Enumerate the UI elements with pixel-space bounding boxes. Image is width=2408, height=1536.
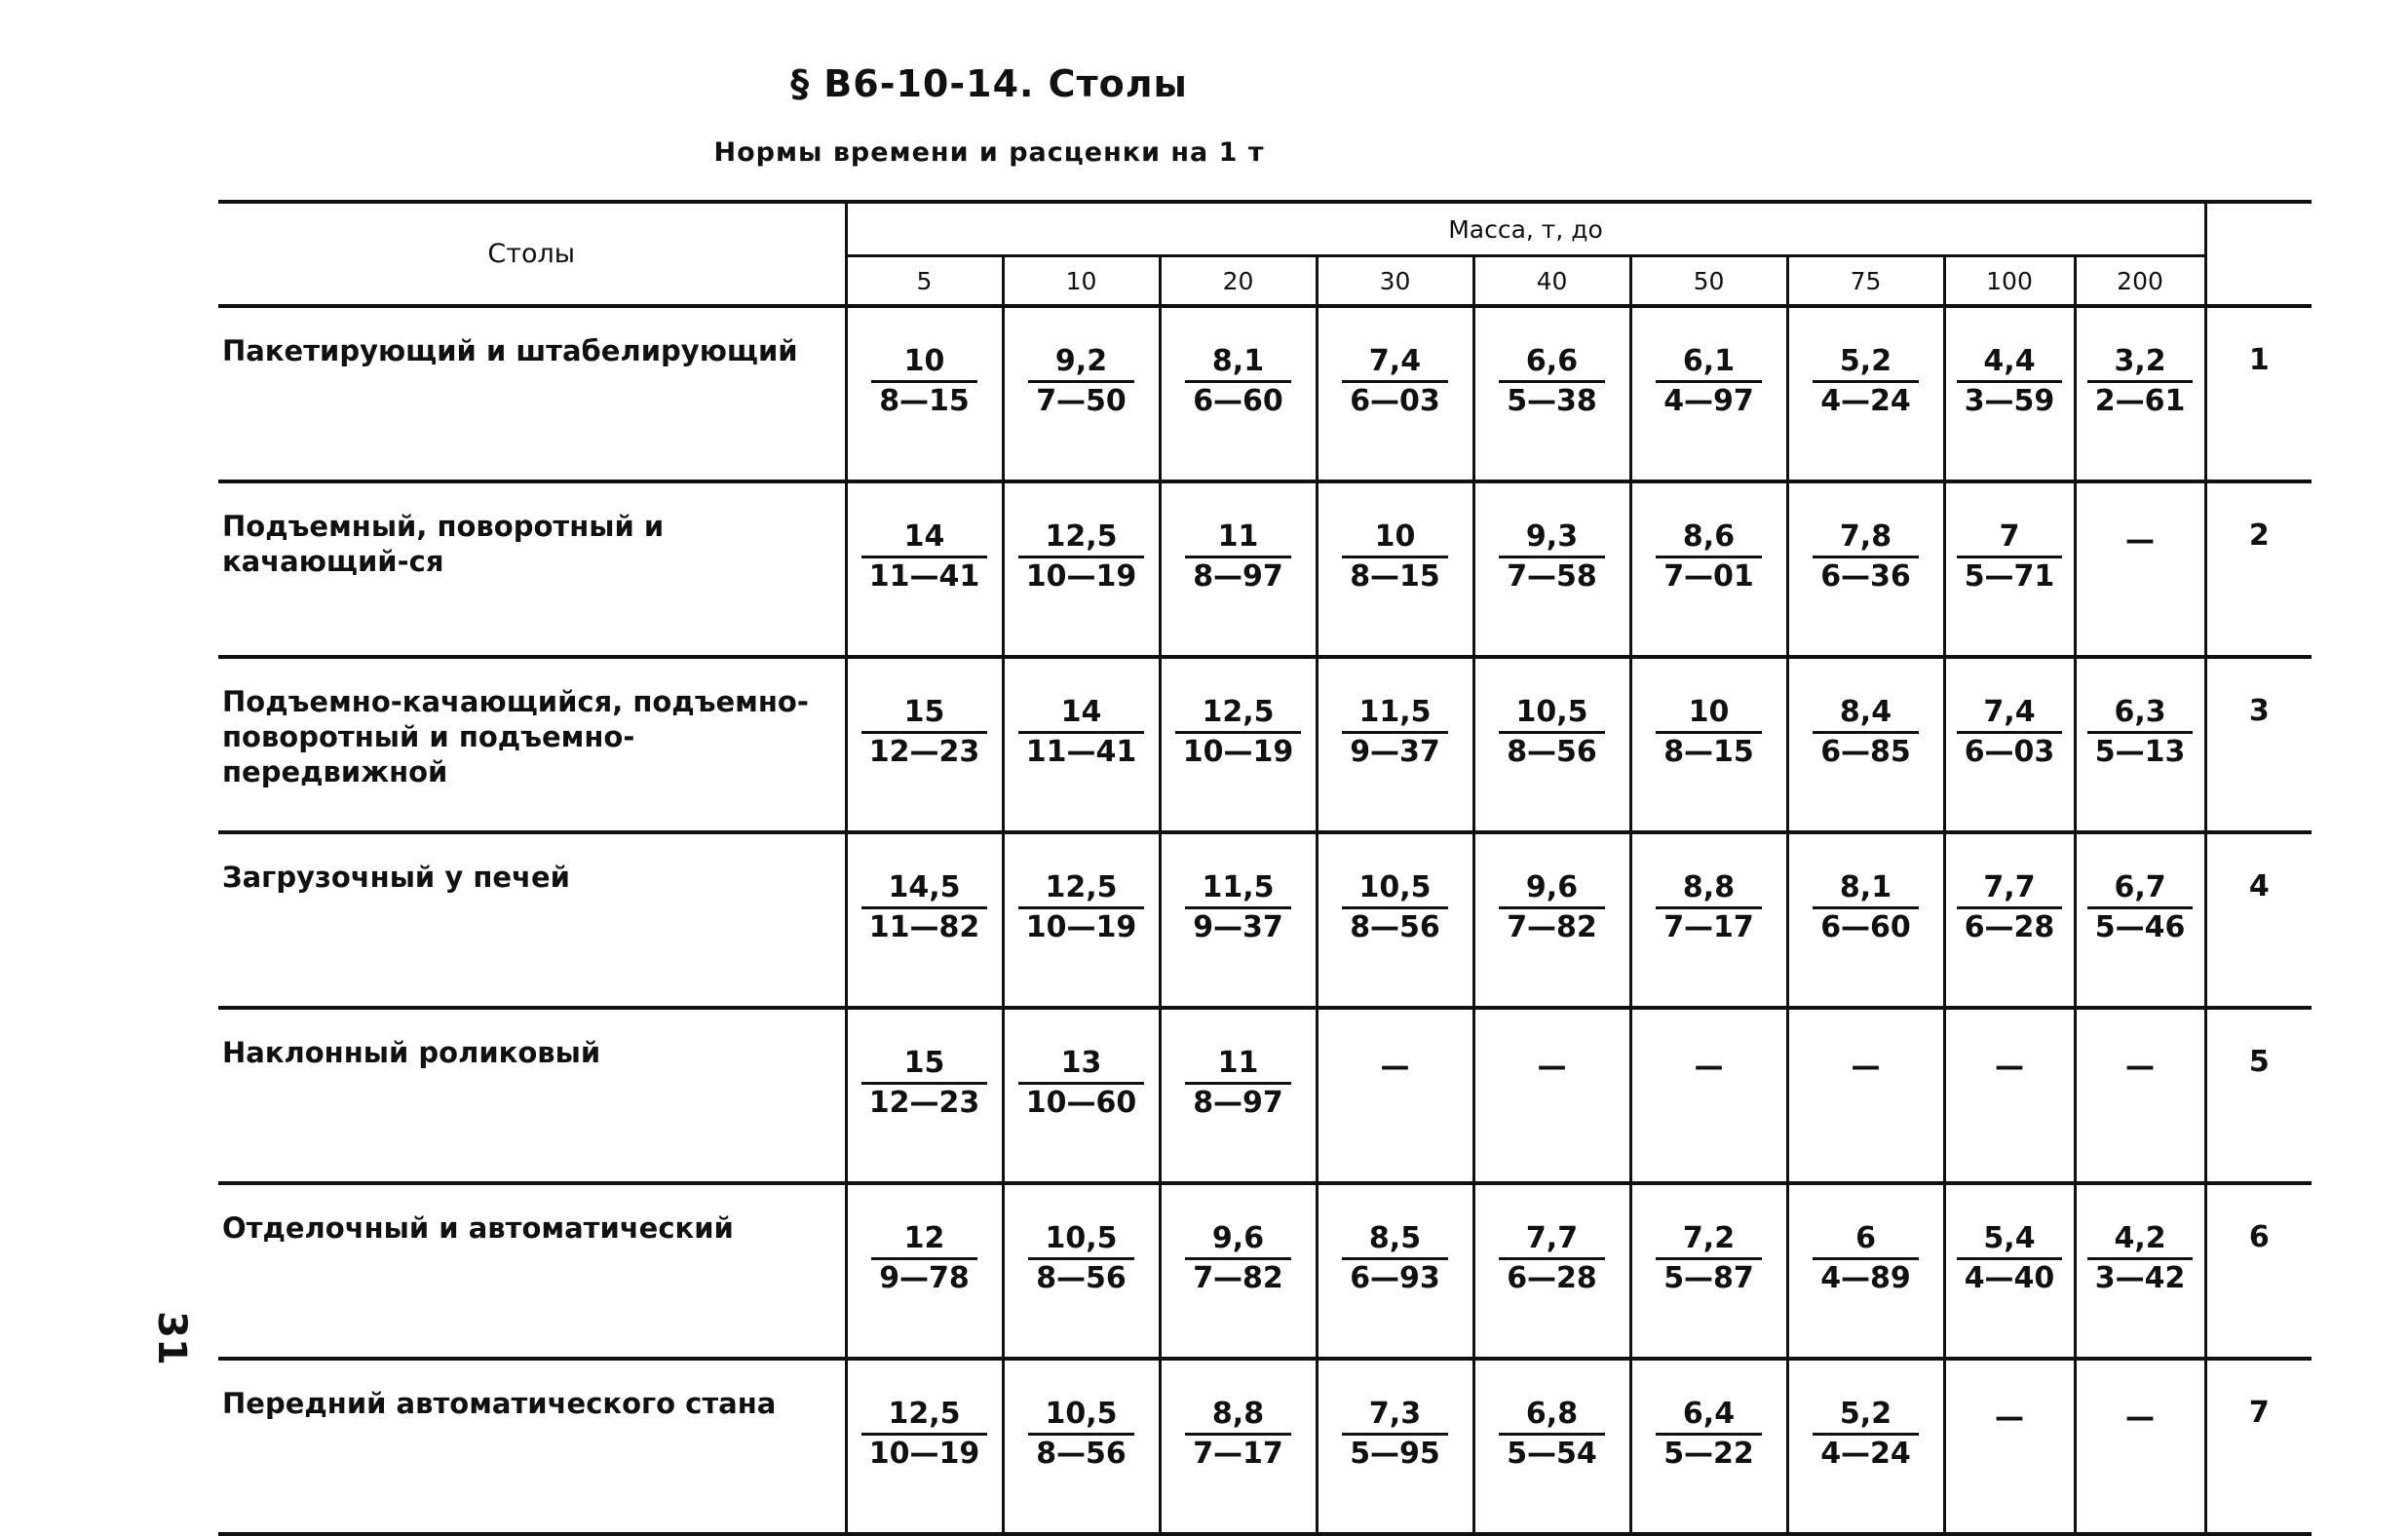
norm-fraction [1185, 343, 1291, 420]
time-norm: 9,6 [1185, 1220, 1291, 1260]
mass-column-header: 200 [2075, 256, 2205, 307]
norm-fraction [1342, 518, 1448, 595]
time-norm: 8,1 [1813, 869, 1919, 909]
value-cell [1473, 832, 1630, 1008]
table-row [218, 1008, 2312, 1183]
value-cell [1944, 832, 2075, 1008]
row-index: 5 [2205, 1008, 2312, 1183]
price-rate: 8—97 [1193, 559, 1283, 594]
row-index: 2 [2205, 481, 2312, 657]
value-cell [1944, 1359, 2075, 1534]
norm-fraction [1656, 694, 1762, 771]
value-cell [846, 832, 1003, 1008]
time-norm: 10 [1342, 518, 1448, 558]
time-norm: 7,4 [1957, 694, 2063, 734]
price-rate: 8—56 [1036, 1261, 1127, 1295]
value-cell [1003, 832, 1160, 1008]
norm-fraction [861, 869, 988, 946]
empty-dash: — [1851, 1050, 1881, 1084]
norm-fraction [1656, 869, 1762, 946]
value-cell [846, 1359, 1003, 1534]
mass-column-header: 75 [1787, 256, 1944, 307]
time-norm: 6,1 [1656, 343, 1762, 383]
empty-dash: — [1995, 1401, 2024, 1435]
time-norm: 5,2 [1813, 343, 1919, 383]
price-rate: 12—23 [868, 735, 980, 769]
price-rate: 7—82 [1193, 1261, 1283, 1295]
time-norm: 10,5 [1028, 1220, 1134, 1260]
price-rate: 5—13 [2094, 735, 2186, 769]
price-rate: 10—19 [1025, 910, 1137, 944]
value-cell [1473, 481, 1630, 657]
price-rate: 6—28 [1507, 1261, 1597, 1295]
table-row [218, 832, 2312, 1008]
norm-fraction [1028, 1396, 1134, 1473]
norm-fraction [1028, 1220, 1134, 1297]
norm-fraction [1342, 1220, 1448, 1297]
norm-fraction [1957, 694, 2063, 771]
price-rate: 5—38 [1507, 384, 1597, 418]
time-norm: 8,1 [1185, 343, 1291, 383]
price-rate: 12—23 [868, 1086, 980, 1120]
time-norm: 7,8 [1813, 518, 1919, 558]
price-rate: 9—78 [879, 1261, 970, 1295]
value-cell [1473, 306, 1630, 481]
value-cell [1630, 306, 1787, 481]
value-cell [846, 481, 1003, 657]
norm-fraction [1656, 1396, 1762, 1473]
time-norm: 7,4 [1342, 343, 1448, 383]
time-norm: 3,2 [2087, 343, 2194, 383]
value-cell [846, 657, 1003, 832]
table-row [218, 1183, 2312, 1359]
time-norm: 7 [1957, 518, 2063, 558]
norm-fraction [1499, 343, 1605, 420]
time-norm: 12 [871, 1220, 977, 1260]
price-rate: 8—15 [1663, 735, 1754, 769]
time-norm: 12,5 [861, 1396, 988, 1436]
value-cell [1787, 1008, 1944, 1183]
value-cell [1473, 1008, 1630, 1183]
value-cell [846, 1183, 1003, 1359]
price-rate: 5—87 [1663, 1261, 1754, 1295]
table-row [218, 1359, 2312, 1534]
time-norm: 11,5 [1185, 869, 1291, 909]
norm-fraction [1185, 1220, 1291, 1297]
norm-fraction [1342, 694, 1448, 771]
norm-fraction [1018, 518, 1145, 595]
value-cell [1160, 1359, 1317, 1534]
value-cell [1630, 1008, 1787, 1183]
norm-fraction [1957, 1220, 2063, 1297]
norm-fraction [1499, 869, 1605, 946]
price-rate: 4—89 [1820, 1261, 1911, 1295]
time-norm: 9,3 [1499, 518, 1605, 558]
price-rate: 5—95 [1350, 1437, 1440, 1471]
value-cell [1630, 657, 1787, 832]
price-rate: 2—61 [2094, 384, 2186, 418]
value-cell [1003, 1359, 1160, 1534]
time-norm: 12,5 [1018, 518, 1145, 558]
time-norm: 6,4 [1656, 1396, 1762, 1436]
norm-fraction [2087, 694, 2194, 771]
time-norm: 11 [1185, 1045, 1291, 1085]
norm-fraction [1342, 1396, 1448, 1473]
value-cell [1160, 306, 1317, 481]
value-cell [2075, 306, 2205, 481]
time-norm: 10 [871, 343, 977, 383]
norm-fraction [1185, 1396, 1291, 1473]
norm-fraction [1813, 694, 1919, 771]
value-cell [1160, 1008, 1317, 1183]
norm-fraction [1342, 869, 1448, 946]
time-norm: 8,8 [1656, 869, 1762, 909]
time-norm: 14 [1018, 694, 1145, 734]
time-norm: 7,3 [1342, 1396, 1448, 1436]
time-norm: 4,4 [1957, 343, 2063, 383]
norm-fraction [1499, 1220, 1605, 1297]
time-norm: 4,2 [2087, 1220, 2194, 1260]
price-rate: 5—54 [1507, 1437, 1597, 1471]
value-cell [1003, 306, 1160, 481]
value-cell [1317, 657, 1473, 832]
value-cell [846, 1008, 1003, 1183]
time-norm: 6 [1813, 1220, 1919, 1260]
price-rate: 6—03 [1964, 735, 2055, 769]
value-cell [1473, 1183, 1630, 1359]
norm-fraction [1656, 1220, 1762, 1297]
empty-dash: — [1537, 1050, 1567, 1084]
time-norm: 14,5 [861, 869, 988, 909]
value-cell [1317, 306, 1473, 481]
norm-fraction [861, 694, 988, 771]
price-rate: 4—24 [1820, 384, 1911, 418]
time-norm: 8,8 [1185, 1396, 1291, 1436]
column-header-mass: Масса, т, до [846, 202, 2205, 256]
time-norm: 9,2 [1028, 343, 1134, 383]
column-header-tables: Столы [218, 202, 846, 306]
value-cell [1787, 306, 1944, 481]
price-rate: 7—58 [1507, 559, 1597, 594]
empty-dash: — [1995, 1050, 2024, 1084]
value-cell [1787, 657, 1944, 832]
norm-fraction [1813, 1396, 1919, 1473]
price-rate: 10—19 [1025, 559, 1137, 594]
time-norm: 6,7 [2087, 869, 2194, 909]
price-rate: 10—60 [1025, 1086, 1137, 1120]
value-cell [2075, 832, 2205, 1008]
time-norm: 11 [1185, 518, 1291, 558]
time-norm: 8,6 [1656, 518, 1762, 558]
time-norm: 7,2 [1656, 1220, 1762, 1260]
price-rate: 7—01 [1663, 559, 1754, 594]
mass-column-header: 10 [1003, 256, 1160, 307]
norm-fraction [861, 1396, 988, 1473]
value-cell [1003, 657, 1160, 832]
norm-fraction [1185, 1045, 1291, 1122]
value-cell [1473, 657, 1630, 832]
mass-column-header: 30 [1317, 256, 1473, 307]
norm-fraction [1813, 343, 1919, 420]
value-cell [1944, 657, 2075, 832]
time-norm: 12,5 [1018, 869, 1145, 909]
row-name: Наклонный роликовый [218, 1008, 846, 1183]
table-subtitle: Нормы времени и расценки на 1 т [713, 137, 1265, 168]
time-norm: 10,5 [1028, 1396, 1134, 1436]
time-norm: 6,8 [1499, 1396, 1605, 1436]
mass-column-header: 50 [1630, 256, 1787, 307]
time-norm: 9,6 [1499, 869, 1605, 909]
price-rate: 5—46 [2094, 910, 2186, 944]
norm-fraction [1813, 1220, 1919, 1297]
time-norm: 7,7 [1957, 869, 2063, 909]
row-index: 1 [2205, 306, 2312, 481]
price-rate: 11—41 [1025, 735, 1137, 769]
price-rate: 7—50 [1036, 384, 1127, 418]
norm-fraction [2087, 1220, 2194, 1297]
norm-fraction [1957, 518, 2063, 595]
price-rate: 3—42 [2094, 1261, 2186, 1295]
price-rate: 7—17 [1663, 910, 1754, 944]
value-cell [2075, 1359, 2205, 1534]
value-cell [1944, 306, 2075, 481]
row-name: Пакетирующий и штабелирующий [218, 306, 846, 481]
norm-fraction [1656, 343, 1762, 420]
row-name: Загрузочный у печей [218, 832, 846, 1008]
mass-column-header: 40 [1473, 256, 1630, 307]
value-cell [1003, 1008, 1160, 1183]
price-rate: 6—03 [1350, 384, 1440, 418]
price-rate: 11—41 [868, 559, 980, 594]
price-rate: 6—28 [1964, 910, 2055, 944]
empty-dash: — [1380, 1050, 1410, 1084]
table-row [218, 481, 2312, 657]
value-cell [2075, 1008, 2205, 1183]
price-rate: 11—82 [868, 910, 980, 944]
value-cell [1317, 1008, 1473, 1183]
price-rate: 8—15 [1350, 559, 1440, 594]
price-rate: 8—56 [1507, 735, 1597, 769]
value-cell [1944, 481, 2075, 657]
column-header-index [2205, 202, 2312, 306]
time-norm: 11,5 [1342, 694, 1448, 734]
price-rate: 8—97 [1193, 1086, 1283, 1120]
price-rate: 8—56 [1036, 1437, 1127, 1471]
norm-fraction [1018, 694, 1145, 771]
price-rate: 8—15 [879, 384, 970, 418]
price-rate: 7—17 [1193, 1437, 1283, 1471]
norm-fraction [2087, 343, 2194, 420]
value-cell [1160, 832, 1317, 1008]
price-rate: 6—93 [1350, 1261, 1440, 1295]
price-rate: 8—56 [1350, 910, 1440, 944]
empty-dash: — [2125, 1401, 2156, 1435]
time-norm: 15 [861, 694, 988, 734]
price-rate: 9—37 [1193, 910, 1283, 944]
value-cell [1317, 1183, 1473, 1359]
norm-fraction [1813, 518, 1919, 595]
time-norm: 8,4 [1813, 694, 1919, 734]
norm-fraction [871, 343, 977, 420]
row-index: 7 [2205, 1359, 2312, 1534]
row-name: Подъемно-качающийся, подъемно-поворотный и подъемно-передвижной [218, 657, 846, 832]
value-cell [1944, 1008, 2075, 1183]
norm-fraction [1018, 869, 1145, 946]
norm-fraction [1957, 869, 2063, 946]
row-index: 6 [2205, 1183, 2312, 1359]
time-norm: 5,2 [1813, 1396, 1919, 1436]
value-cell [1787, 1183, 1944, 1359]
price-rate: 4—24 [1820, 1437, 1911, 1471]
row-index: 4 [2205, 832, 2312, 1008]
value-cell [1473, 1359, 1630, 1534]
time-norm: 10,5 [1342, 869, 1448, 909]
row-name: Отделочный и автоматический [218, 1183, 846, 1359]
norm-fraction [1499, 694, 1605, 771]
price-rate: 10—19 [868, 1437, 980, 1471]
norm-fraction [1175, 694, 1302, 771]
time-norm: 12,5 [1175, 694, 1302, 734]
price-rate: 4—40 [1964, 1261, 2055, 1295]
price-rate: 10—19 [1182, 735, 1294, 769]
value-cell [1787, 832, 1944, 1008]
table-row [218, 306, 2312, 481]
row-name: Передний автоматического стана [218, 1359, 846, 1534]
row-name: Подъемный, поворотный и качающий-ся [218, 481, 846, 657]
price-rate: 4—97 [1663, 384, 1754, 418]
mass-column-header: 20 [1160, 256, 1317, 307]
section-title: § В6-10-14. Столы [790, 62, 1188, 105]
value-cell [1317, 832, 1473, 1008]
value-cell [1160, 481, 1317, 657]
value-cell [846, 306, 1003, 481]
norm-fraction [871, 1220, 977, 1297]
norm-fraction [861, 518, 988, 595]
price-rate: 3—59 [1964, 384, 2055, 418]
norm-fraction [1656, 518, 1762, 595]
norm-fraction [1185, 869, 1291, 946]
price-rate: 6—36 [1820, 559, 1911, 594]
value-cell [2075, 481, 2205, 657]
empty-dash: — [1694, 1050, 1724, 1084]
value-cell [1003, 481, 1160, 657]
value-cell [1630, 832, 1787, 1008]
time-norm: 6,3 [2087, 694, 2194, 734]
time-norm: 10,5 [1499, 694, 1605, 734]
time-norm: 7,7 [1499, 1220, 1605, 1260]
price-rate: 6—60 [1820, 910, 1911, 944]
value-cell [1317, 481, 1473, 657]
time-norm: 14 [861, 518, 988, 558]
norm-fraction [1342, 343, 1448, 420]
norm-fraction [861, 1045, 988, 1122]
value-cell [2075, 1183, 2205, 1359]
price-rate: 5—22 [1663, 1437, 1754, 1471]
norm-fraction [1957, 343, 2063, 420]
value-cell [1787, 1359, 1944, 1534]
norm-fraction [1499, 518, 1605, 595]
time-norm: 6,6 [1499, 343, 1605, 383]
price-rate: 7—82 [1507, 910, 1597, 944]
norm-fraction [1185, 518, 1291, 595]
price-rate: 9—37 [1350, 735, 1440, 769]
value-cell [1630, 1183, 1787, 1359]
price-rate: 5—71 [1964, 559, 2055, 594]
time-norm: 13 [1018, 1045, 1145, 1085]
mass-column-header: 5 [846, 256, 1003, 307]
value-cell [1944, 1183, 2075, 1359]
norms-table [218, 200, 2312, 1536]
time-norm: 8,5 [1342, 1220, 1448, 1260]
value-cell [1160, 657, 1317, 832]
table-row [218, 657, 2312, 832]
value-cell [1787, 481, 1944, 657]
empty-dash: — [2125, 523, 2156, 557]
value-cell [1160, 1183, 1317, 1359]
value-cell [1003, 1183, 1160, 1359]
value-cell [1630, 481, 1787, 657]
value-cell [2075, 657, 2205, 832]
time-norm: 10 [1656, 694, 1762, 734]
mass-column-header: 100 [1944, 256, 2075, 307]
price-rate: 6—60 [1193, 384, 1283, 418]
time-norm: 5,4 [1957, 1220, 2063, 1260]
norm-fraction [1028, 343, 1134, 420]
empty-dash: — [2125, 1050, 2156, 1084]
norm-fraction [1499, 1396, 1605, 1473]
value-cell [1630, 1359, 1787, 1534]
norm-fraction [2087, 869, 2194, 946]
norm-fraction [1018, 1045, 1145, 1122]
time-norm: 15 [861, 1045, 988, 1085]
page-number: 31 [148, 1311, 194, 1365]
norm-fraction [1813, 869, 1919, 946]
price-rate: 6—85 [1820, 735, 1911, 769]
row-index: 3 [2205, 657, 2312, 832]
value-cell [1317, 1359, 1473, 1534]
